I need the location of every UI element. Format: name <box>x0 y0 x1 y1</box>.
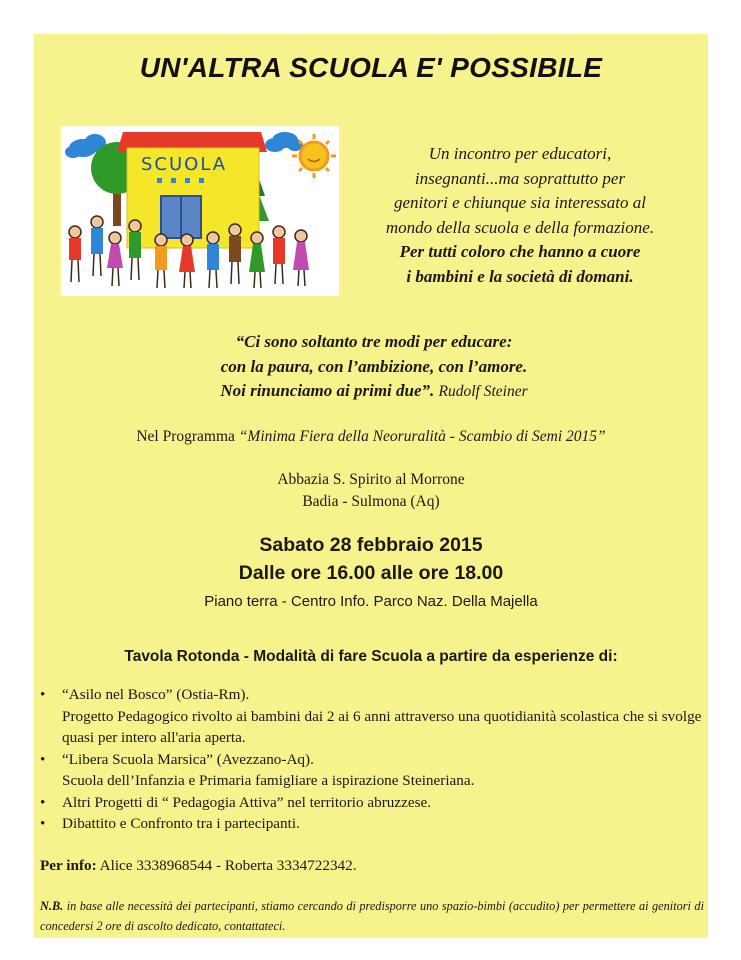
bullet-icon: • <box>40 750 46 768</box>
cloud-icon <box>265 132 303 152</box>
event-hours: Dalle ore 16.00 alle ore 18.00 <box>238 562 504 584</box>
school-sign-text: SCUOLA <box>141 154 228 175</box>
list-item-description: Progetto Pedagogico rivolto ai bambini dai 2 ai 6 anni attraverso una quotidianità scolastica che si svolge quasi per intero all'aria aperta. <box>62 707 702 746</box>
event-location: Piano terra - Centro Info. Parco Naz. Della Majella <box>204 593 538 610</box>
quote-line: con la paura, con l’ambizione, con l’amore. <box>220 356 528 376</box>
contact-phones: Alice 3338968544 - Roberta 3334722342. <box>99 857 357 874</box>
experiences-list <box>40 684 706 835</box>
footnote-text: in base alle necessità dei partecipanti, stiamo cercando di predisporre uno spazio-bimbi (accudito) per permettere ai genitori di concedersi 2 ore di ascolto dedicato, contattateci. <box>40 899 704 933</box>
intro-line: genitori e chiunque sia interessato al <box>394 193 646 212</box>
program-prefix: Nel Programma <box>136 428 235 445</box>
intro-line: mondo della scuola e della formazione. <box>385 217 655 237</box>
list-item-title: Altri Progetti di “ Pedagogia Attiva” nel territorio abruzzese. <box>62 793 432 811</box>
venue-line: Abbazia S. Spirito al Morrone <box>277 471 465 488</box>
intro-line: insegnanti...ma soprattutto per <box>414 168 626 188</box>
fair-name: “Minima Fiera della Neoruralità - Scambio di Semi 2015” <box>238 428 606 445</box>
list-item-title: “Libera Scuola Marsica” (Avezzano-Aq). <box>62 750 314 768</box>
list-item-title: “Asilo nel Bosco” (Ostia-Rm). <box>62 686 250 703</box>
flyer <box>34 34 708 938</box>
list-item <box>40 813 706 835</box>
quote-line: Noi rinunciamo ai primi due”. <box>220 381 435 400</box>
intro-emphasis-line: i bambini e la società di domani. <box>406 266 634 286</box>
roundtable-heading: Tavola Rotonda - Modalità di fare Scuola a partire da esperienze di: <box>124 648 618 665</box>
quote-line: “Ci sono soltanto tre modi per educare: <box>235 332 513 351</box>
intro-line: Un incontro per educatori, <box>428 144 612 163</box>
venue-block <box>34 469 708 512</box>
list-item <box>40 792 706 814</box>
list-item-title: Dibattito e Confronto tra i partecipanti. <box>62 815 300 832</box>
contact-label: Per info: <box>40 857 97 874</box>
program-line <box>34 428 708 446</box>
intro-paragraph <box>344 142 696 289</box>
list-item <box>40 749 706 792</box>
children-drawing <box>61 126 339 296</box>
list-item-description: Scuola dell’Infanzia e Primaria famigliare a ispirazione Steineriana. <box>62 772 475 789</box>
bullet-icon: • <box>40 793 46 811</box>
event-date: Sabato 28 febbraio 2015 <box>259 534 483 556</box>
venue-line: Badia - Sulmona (Aq) <box>302 492 440 510</box>
contact-info <box>40 857 700 875</box>
bullet-icon: • <box>40 686 46 703</box>
footnote <box>40 896 704 936</box>
bullet-icon: • <box>40 815 46 832</box>
footnote-label: N.B. <box>40 899 64 913</box>
school-drawing-image <box>61 126 339 296</box>
intro-emphasis-line: Per tutti coloro che hanno a cuore <box>399 242 641 261</box>
list-item <box>40 684 706 749</box>
quote-author: Rudolf Steiner <box>438 383 528 400</box>
steiner-quote <box>74 330 674 405</box>
page-title: UN'ALTRA SCUOLA E' POSSIBILE <box>139 52 603 83</box>
